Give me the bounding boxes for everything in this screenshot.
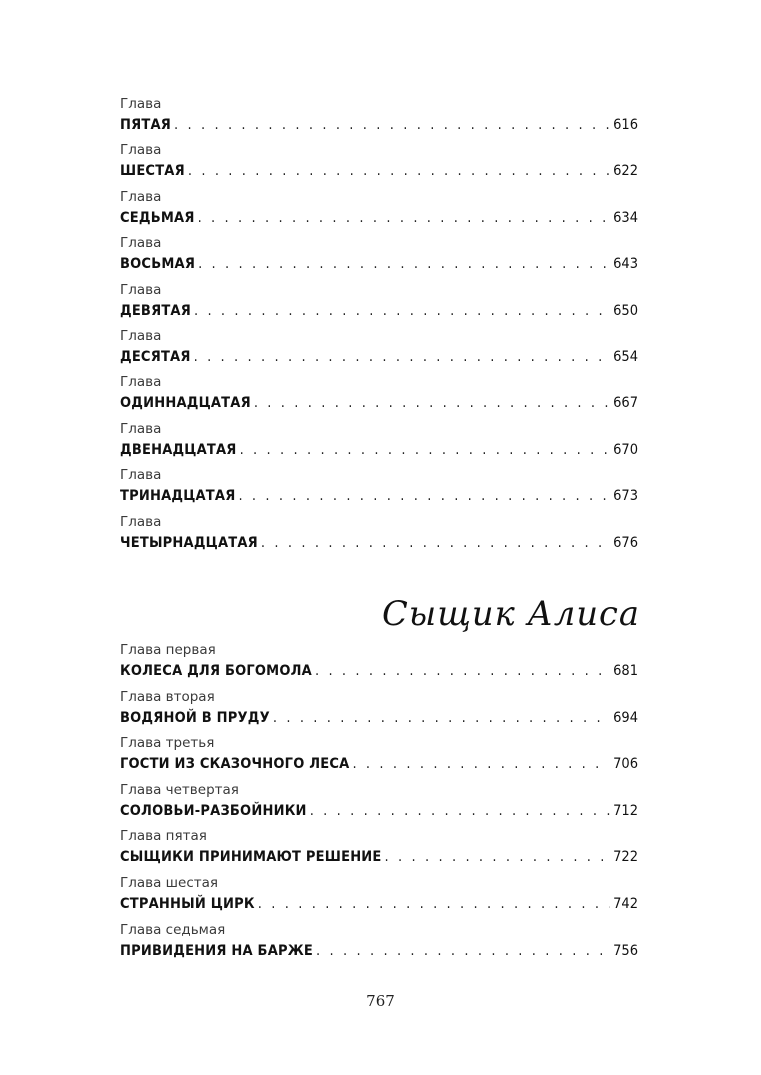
toc-line	[120, 487, 638, 505]
toc-line	[120, 755, 638, 773]
dot-leader	[310, 802, 610, 820]
toc-line	[120, 116, 638, 134]
chapter-label: Глава третья	[120, 735, 215, 752]
dot-leader	[261, 534, 610, 552]
chapter-label: Глава	[120, 188, 162, 205]
dot-leader	[315, 662, 610, 680]
chapter-label: Глава	[120, 96, 162, 112]
chapter-label: Глава	[120, 374, 162, 391]
section-heading-text: Сыщик Алиса	[382, 594, 640, 634]
chapter-label: Глава пятая	[120, 828, 207, 845]
toc-entry	[120, 828, 638, 875]
chapter-page-number: 650	[613, 302, 638, 319]
dot-leader	[385, 848, 611, 866]
chapter-page-number: 694	[613, 709, 638, 726]
toc-entry	[120, 689, 638, 736]
toc-entry	[120, 875, 638, 922]
toc-line	[120, 162, 638, 180]
toc-entry	[120, 922, 638, 969]
toc-entry	[120, 142, 638, 188]
toc-line	[120, 942, 638, 960]
dot-leader	[188, 162, 610, 180]
chapter-page-number: 673	[613, 488, 638, 505]
dot-leader	[198, 209, 611, 227]
chapter-page-number: 722	[613, 849, 638, 866]
toc-line	[120, 848, 638, 866]
chapter-title: ПЯТАЯ	[120, 117, 172, 133]
chapter-label: Глава четвертая	[120, 781, 239, 798]
chapter-label: Глава	[120, 513, 162, 530]
chapter-title: ПРИВИДЕНИЯ НА БАРЖЕ	[120, 942, 314, 959]
toc-list-part-1	[120, 96, 638, 560]
chapter-label: Глава	[120, 142, 162, 159]
toc-entry	[120, 96, 638, 142]
chapter-title: СЫЩИКИ ПРИНИМАЮТ РЕШЕНИЕ	[120, 849, 382, 866]
toc-entry	[120, 235, 638, 281]
dot-leader	[352, 755, 610, 773]
chapter-title: ТРИНАДЦАТАЯ	[120, 488, 236, 505]
chapter-page-number: 667	[613, 395, 638, 412]
toc-entry	[120, 514, 638, 560]
chapter-label: Глава седьмая	[120, 921, 226, 938]
page-number: 767	[366, 992, 395, 1010]
toc-line	[120, 348, 638, 366]
chapter-page-number: 742	[613, 895, 638, 912]
chapter-label: Глава первая	[120, 642, 216, 658]
toc-list-part-2	[120, 642, 638, 968]
chapter-label: Глава	[120, 281, 162, 298]
toc-line	[120, 302, 638, 320]
chapter-title: ОДИННАДЦАТАЯ	[120, 395, 251, 412]
chapter-page-number: 616	[613, 117, 638, 133]
toc-line	[120, 255, 638, 273]
dot-leader	[174, 116, 610, 134]
chapter-title: ДЕВЯТАЯ	[120, 302, 191, 319]
dot-leader	[198, 255, 610, 273]
toc-line	[120, 895, 638, 913]
toc-entry	[120, 374, 638, 420]
chapter-title: СТРАННЫЙ ЦИРК	[120, 895, 255, 912]
chapter-page-number: 712	[613, 802, 638, 819]
chapter-label: Глава	[120, 420, 162, 437]
section-heading	[380, 594, 642, 634]
chapter-label: Глава шестая	[120, 874, 218, 891]
chapter-page-number: 634	[613, 209, 638, 226]
dot-leader	[316, 942, 610, 960]
dot-leader	[194, 348, 611, 366]
chapter-page-number: 706	[613, 756, 638, 773]
toc-line	[120, 394, 638, 412]
chapter-title: ВОСЬМАЯ	[120, 256, 196, 273]
toc-line	[120, 662, 638, 680]
toc-line	[120, 709, 638, 727]
chapter-title: ДВЕНАДЦАТАЯ	[120, 441, 237, 458]
toc-entry	[120, 189, 638, 235]
dot-leader	[238, 487, 610, 505]
chapter-title: СОЛОВЬИ-РАЗБОЙНИКИ	[120, 802, 307, 819]
chapter-page-number: 670	[613, 441, 638, 458]
toc-line	[120, 209, 638, 227]
chapter-label: Глава вторая	[120, 688, 215, 705]
chapter-label: Глава	[120, 467, 162, 484]
chapter-title: ЧЕТЫРНАДЦАТАЯ	[120, 534, 258, 551]
chapter-title: СЕДЬМАЯ	[120, 209, 195, 226]
chapter-page-number: 756	[613, 942, 638, 959]
chapter-title: ШЕСТАЯ	[120, 163, 185, 180]
chapter-page-number: 681	[613, 663, 638, 679]
chapter-page-number: 622	[613, 163, 638, 180]
chapter-title: ДЕСЯТАЯ	[120, 348, 191, 365]
toc-line	[120, 802, 638, 820]
toc-entry	[120, 735, 638, 782]
toc-entry	[120, 782, 638, 829]
toc-entry	[120, 282, 638, 328]
dot-leader	[254, 394, 610, 412]
chapter-title: ГОСТИ ИЗ СКАЗОЧНОГО ЛЕСА	[120, 756, 350, 773]
dot-leader	[194, 302, 610, 320]
dot-leader	[258, 895, 610, 913]
chapter-label: Глава	[120, 235, 162, 252]
toc-line	[120, 534, 638, 552]
chapter-title: КОЛЕСА ДЛЯ БОГОМОЛА	[120, 663, 312, 679]
toc-line	[120, 441, 638, 459]
toc-entry	[120, 467, 638, 513]
chapter-page-number: 676	[613, 534, 638, 551]
dot-leader	[273, 709, 610, 727]
dot-leader	[240, 441, 611, 459]
chapter-label: Глава	[120, 327, 162, 344]
chapter-page-number: 654	[613, 348, 638, 365]
toc-entry	[120, 642, 638, 689]
chapter-page-number: 643	[613, 256, 638, 273]
chapter-title: ВОДЯНОЙ В ПРУДУ	[120, 709, 270, 726]
toc-entry	[120, 328, 638, 374]
toc-entry	[120, 421, 638, 467]
